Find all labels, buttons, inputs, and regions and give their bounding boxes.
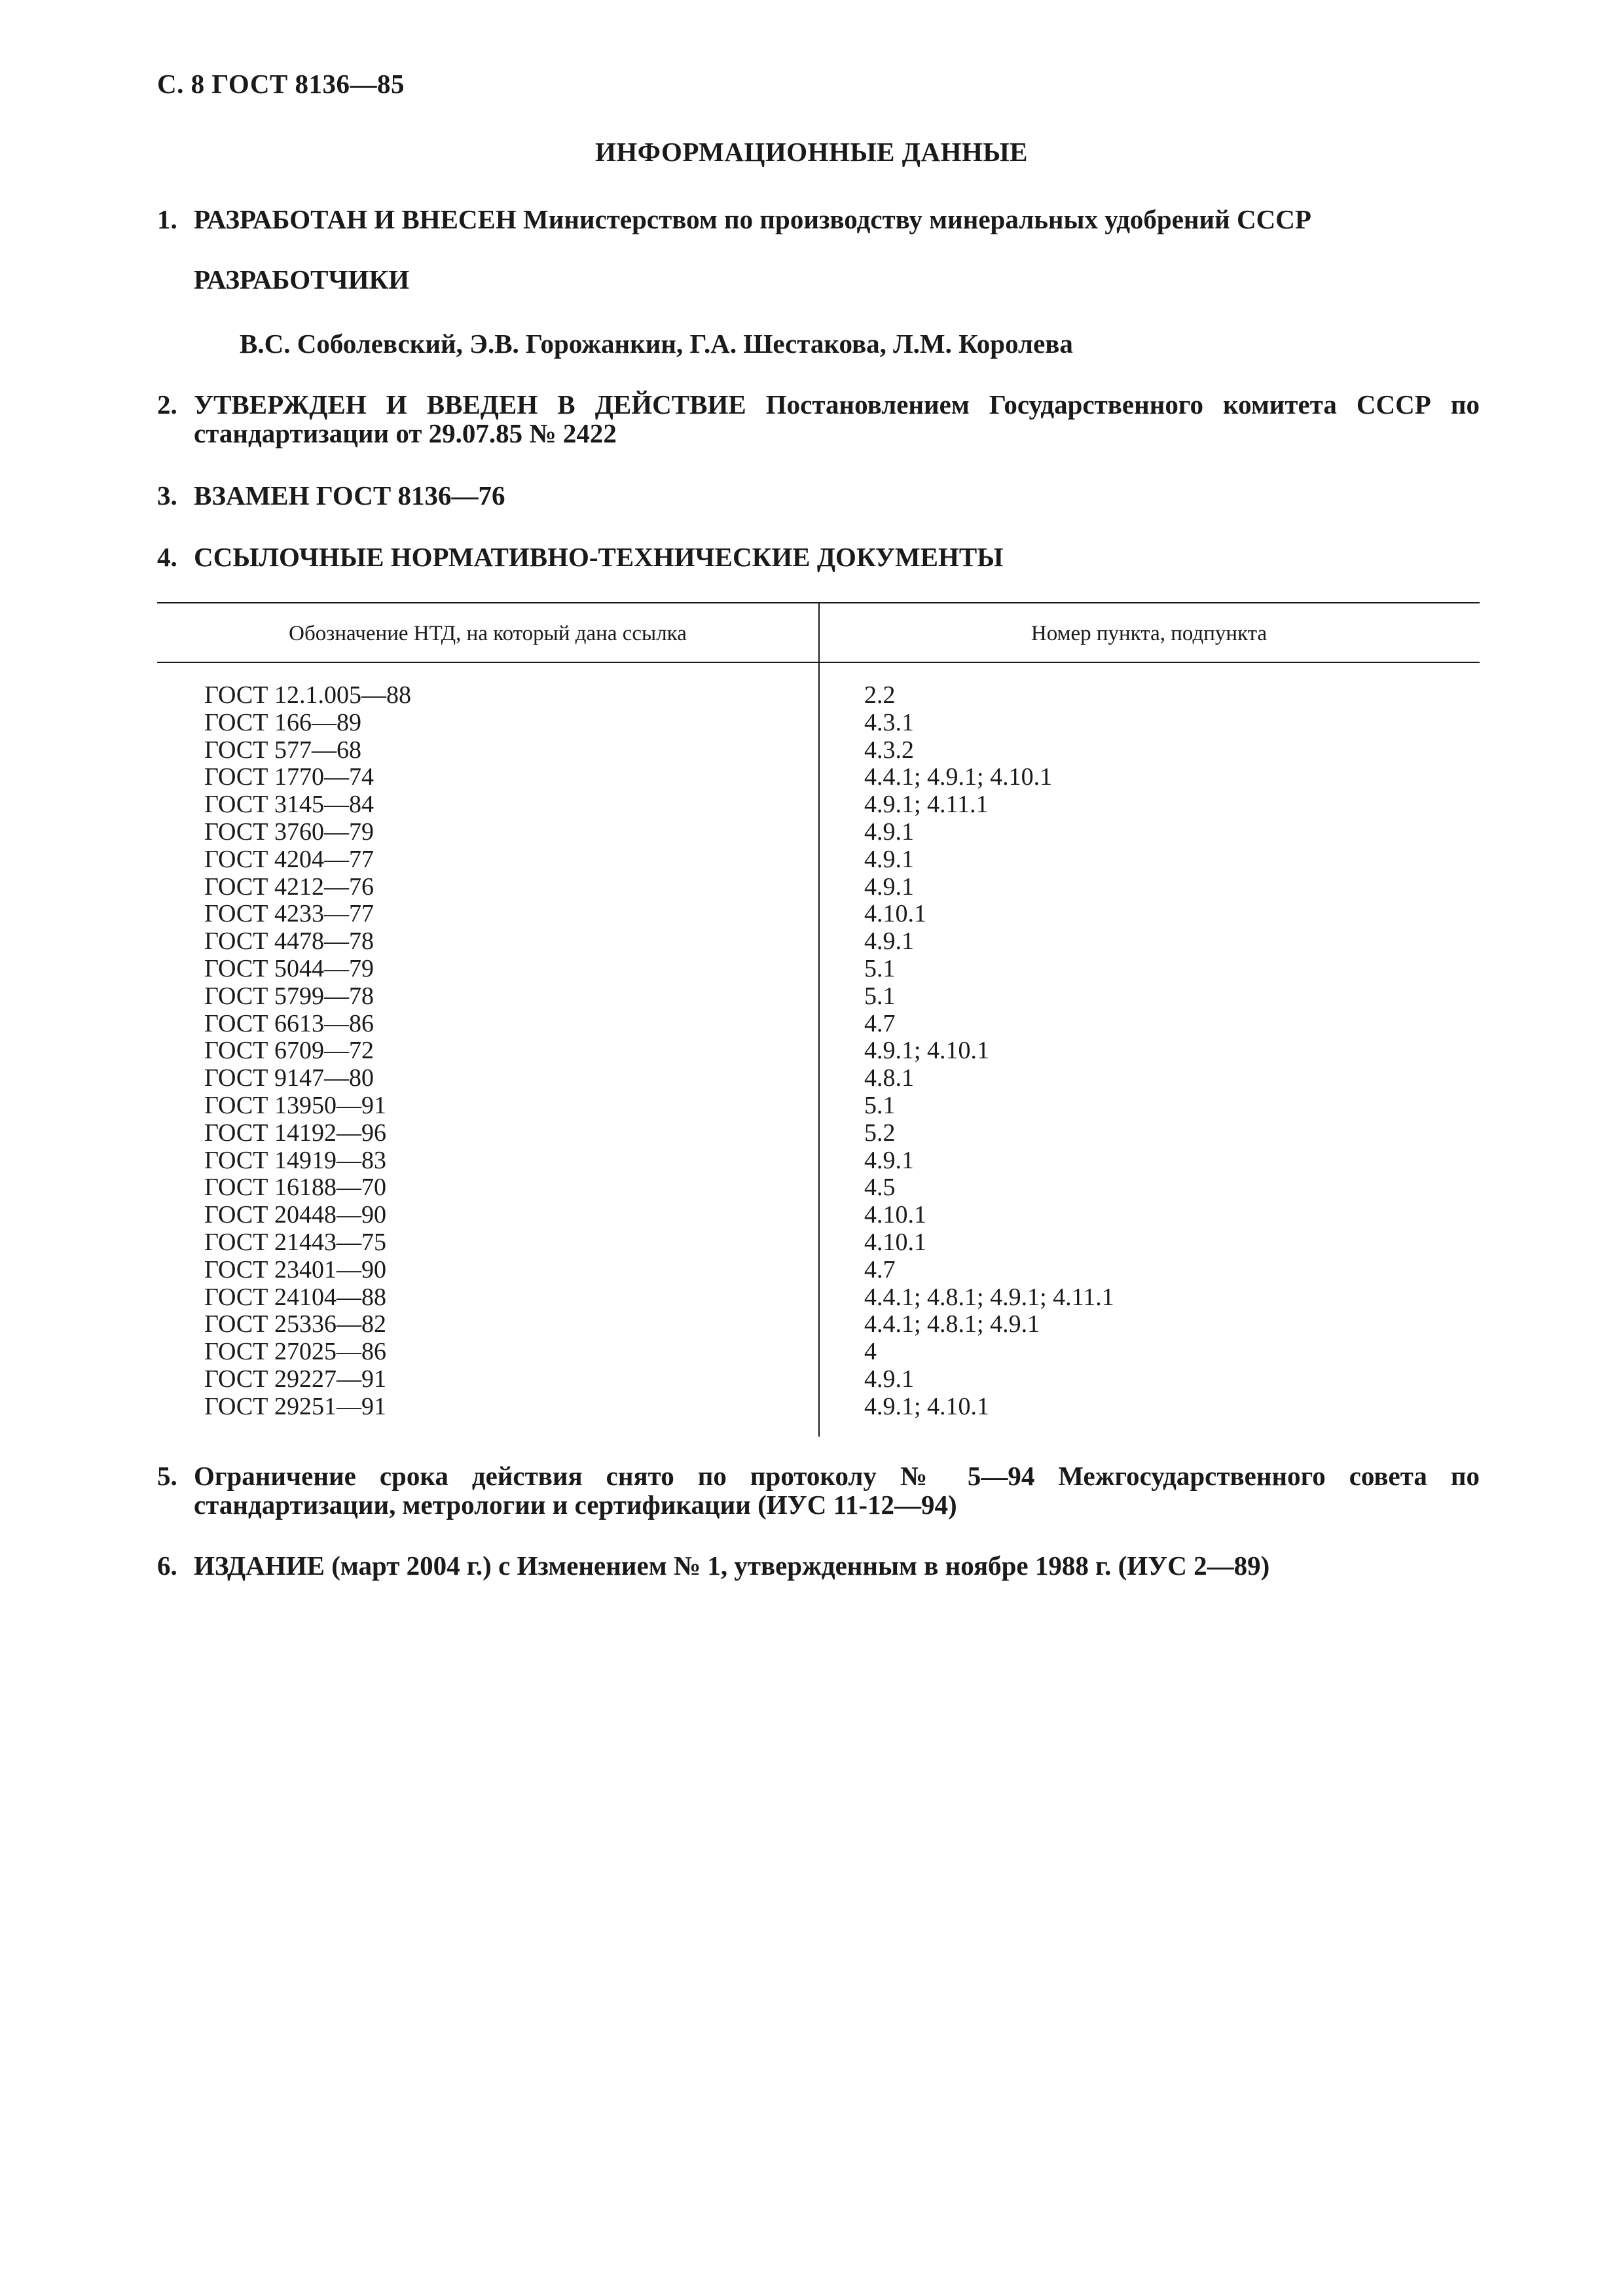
info-item-1 bbox=[157, 205, 1480, 234]
table-cell-document: ГОСТ 4233—77 bbox=[204, 900, 374, 928]
table-cell-document: ГОСТ 23401—90 bbox=[204, 1255, 386, 1283]
table-cell-document: ГОСТ 29227—91 bbox=[204, 1365, 386, 1393]
table-cell-clause: 4.4.1; 4.8.1; 4.9.1; 4.11.1 bbox=[864, 1283, 1114, 1311]
table-cell-clause: 4.9.1 bbox=[864, 872, 914, 901]
item-text: ИЗДАНИЕ (март 2004 г.) с Изменением № 1, утвержденным в ноябре 1988 г. (ИУС 2—89) bbox=[194, 1551, 1270, 1581]
table-cell-clause: 5.2 bbox=[864, 1119, 896, 1147]
item-text: РАЗРАБОТАН И ВНЕСЕН Министерством по производству минеральных удобрений СССР bbox=[194, 204, 1311, 234]
table-cell-clause: 2.2 bbox=[864, 681, 896, 709]
table-column-divider bbox=[818, 602, 820, 1437]
page-header: С. 8 ГОСТ 8136—85 bbox=[157, 69, 405, 99]
table-cell-clause: 4.10.1 bbox=[864, 1201, 926, 1229]
table-cell-document: ГОСТ 3760—79 bbox=[204, 817, 374, 846]
table-cell-document: ГОСТ 13950—91 bbox=[204, 1091, 386, 1119]
table-cell-clause: 4.9.1 bbox=[864, 1146, 914, 1174]
table-cell-document: ГОСТ 24104—88 bbox=[204, 1283, 386, 1311]
item-text: ВЗАМЕН ГОСТ 8136—76 bbox=[194, 480, 505, 511]
table-cell-document: ГОСТ 5799—78 bbox=[204, 982, 374, 1010]
table-cell-document: ГОСТ 16188—70 bbox=[204, 1174, 386, 1202]
item-number: 1. bbox=[157, 204, 177, 234]
item-text: УТВЕРЖДЕН И ВВЕДЕН В ДЕЙСТВИЕ Постановлением Государственного комитета СССР по стандартизации от 29.07.85 № 2422 bbox=[194, 389, 1480, 448]
table-cell-document: ГОСТ 20448—90 bbox=[204, 1201, 386, 1229]
info-item-2 bbox=[157, 390, 1480, 448]
table-cell-clause: 5.1 bbox=[864, 1091, 896, 1119]
table-cell-clause: 4 bbox=[864, 1338, 877, 1366]
item-number: 5. bbox=[157, 1461, 177, 1491]
table-cell-clause: 5.1 bbox=[864, 954, 896, 982]
document-title: ИНФОРМАЦИОННЫЕ ДАННЫЕ bbox=[595, 137, 1028, 167]
table-cell-document: ГОСТ 4204—77 bbox=[204, 845, 374, 873]
table-cell-clause: 4.4.1; 4.8.1; 4.9.1 bbox=[864, 1310, 1040, 1338]
table-cell-document: ГОСТ 4212—76 bbox=[204, 872, 374, 901]
table-column-clauses bbox=[864, 682, 1453, 1421]
table-cell-clause: 4.3.1 bbox=[864, 708, 914, 736]
table-cell-document: ГОСТ 6709—72 bbox=[204, 1037, 374, 1065]
table-cell-document: ГОСТ 12.1.005—88 bbox=[204, 681, 411, 709]
table-cell-document: ГОСТ 25336—82 bbox=[204, 1310, 386, 1338]
table-cell-document: ГОСТ 3145—84 bbox=[204, 791, 374, 819]
table-cell-clause: 4.9.1; 4.10.1 bbox=[864, 1392, 990, 1420]
table-cell-document: ГОСТ 166—89 bbox=[204, 708, 361, 736]
table-cell-clause: 4.10.1 bbox=[864, 1228, 926, 1256]
table-cell-document: ГОСТ 9147—80 bbox=[204, 1064, 374, 1092]
info-item-4 bbox=[157, 543, 1480, 571]
info-item-3 bbox=[157, 481, 1480, 510]
table-cell-document: ГОСТ 14919—83 bbox=[204, 1146, 386, 1174]
info-item-6 bbox=[157, 1551, 1480, 1580]
table-cell-document: ГОСТ 27025—86 bbox=[204, 1338, 386, 1366]
table-cell-document: ГОСТ 21443—75 bbox=[204, 1228, 386, 1256]
table-cell-document: ГОСТ 4478—78 bbox=[204, 927, 374, 956]
developers-label: РАЗРАБОТЧИКИ bbox=[194, 264, 410, 295]
item-number: 6. bbox=[157, 1551, 177, 1581]
table-cell-clause: 4.9.1 bbox=[864, 927, 914, 956]
table-cell-clause: 4.9.1 bbox=[864, 1365, 914, 1393]
table-cell-clause: 4.9.1 bbox=[864, 817, 914, 846]
item-number: 3. bbox=[157, 480, 177, 511]
table-cell-clause: 4.7 bbox=[864, 1009, 896, 1037]
table-cell-document: ГОСТ 29251—91 bbox=[204, 1392, 386, 1420]
table-column-documents bbox=[204, 682, 793, 1421]
table-cell-clause: 4.7 bbox=[864, 1255, 896, 1283]
table-cell-clause: 4.9.1; 4.10.1 bbox=[864, 1037, 990, 1065]
table-cell-clause: 4.4.1; 4.9.1; 4.10.1 bbox=[864, 763, 1053, 791]
table-cell-clause: 5.1 bbox=[864, 982, 896, 1010]
references-table bbox=[157, 602, 1480, 1440]
item-number: 4. bbox=[157, 542, 177, 572]
table-cell-document: ГОСТ 1770—74 bbox=[204, 763, 374, 791]
table-cell-document: ГОСТ 6613—86 bbox=[204, 1009, 374, 1037]
table-cell-clause: 4.3.2 bbox=[864, 736, 914, 764]
table-cell-document: ГОСТ 577—68 bbox=[204, 736, 361, 764]
developers-names: В.С. Соболевский, Э.В. Горожанкин, Г.А. Шестакова, Л.М. Королева bbox=[240, 329, 1073, 359]
item-text: ССЫЛОЧНЫЕ НОРМАТИВНО-ТЕХНИЧЕСКИЕ ДОКУМЕНТЫ bbox=[194, 542, 1004, 572]
table-cell-document: ГОСТ 5044—79 bbox=[204, 954, 374, 982]
item-number: 2. bbox=[157, 389, 177, 420]
table-cell-clause: 4.9.1; 4.11.1 bbox=[864, 791, 989, 819]
info-item-5 bbox=[157, 1462, 1480, 1519]
table-cell-document: ГОСТ 14192—96 bbox=[204, 1119, 386, 1147]
table-cell-clause: 4.5 bbox=[864, 1174, 896, 1202]
table-cell-clause: 4.10.1 bbox=[864, 900, 926, 928]
item-text: Ограничение срока действия снято по протоколу № 5—94 Межгосударственного совета по стандартизации, метрологии и сертификации (ИУС 11-12—94) bbox=[194, 1461, 1480, 1520]
table-cell-clause: 4.9.1 bbox=[864, 845, 914, 873]
table-header-clause: Номер пункта, подпункта bbox=[1030, 622, 1267, 645]
table-header-document: Обозначение НТД, на который дана ссылка bbox=[289, 622, 687, 645]
table-cell-clause: 4.8.1 bbox=[864, 1064, 914, 1092]
